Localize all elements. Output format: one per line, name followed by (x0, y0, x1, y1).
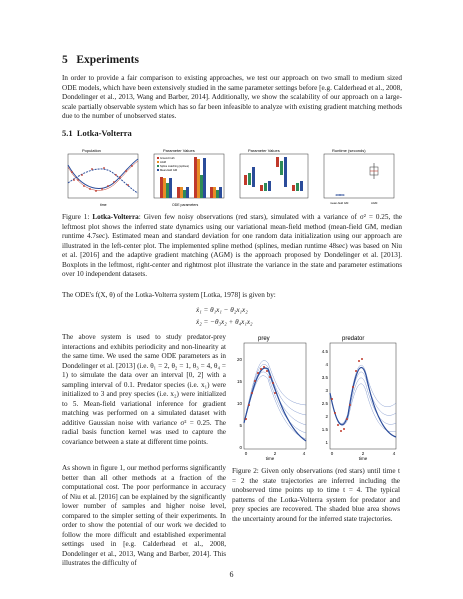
svg-text:4: 4 (302, 451, 306, 456)
predator-y-ticks (322, 349, 329, 445)
svg-text:1.5: 1.5 (321, 427, 328, 432)
svg-text:15: 15 (236, 379, 242, 384)
intro-paragraph: In order to provide a fair comparison to existing approaches, we test our approach on two small to medium sized ODE models, which have been extensively studied in the same parameter settings before [e.g. Calderhead et al., 2008, Dondelinger et al., 2013, Wang and Barber, 2014]. Additionally, we show the scalability of our approach on a large-scale partially observable system which has so far been infeasible to analyze with existing gradient matching methods due to the number of unobserved states. (62, 74, 402, 120)
svg-text:3.5: 3.5 (321, 375, 328, 380)
svg-text:2.5: 2.5 (321, 401, 328, 406)
svg-text:3: 3 (325, 388, 328, 393)
subsection-number: 5.1 (62, 128, 73, 138)
predator-uncertainty (330, 365, 396, 432)
svg-text:10: 10 (236, 401, 242, 406)
subsection-title: Lotka-Volterra (76, 128, 132, 138)
p4-axes (324, 154, 394, 198)
svg-text:1: 1 (325, 440, 328, 445)
subsection-heading (62, 128, 132, 138)
section-heading (62, 54, 139, 66)
section-number: 5 (62, 54, 68, 66)
predator-title: predator (342, 336, 365, 342)
p2-title: Parameter Values (163, 148, 195, 153)
svg-text:4: 4 (392, 451, 396, 456)
p4-xlabel-agm: AGM (371, 201, 378, 205)
prey-observations (245, 366, 276, 420)
page-number: 6 (229, 570, 234, 579)
svg-text:5: 5 (239, 423, 242, 428)
left-paragraph-2: As shown in figure 1, our method performs significantly better than all other methods at a fraction of the computational cost. The poor performance in accuracy of Niu et al. [2016] can be explained by the significantly lower number of samples and higher noise level, compared to the simpler setting of their experiments. In order to show the potential of our work we decided to follow the more difficult and established experimental settings used in [e.g. Calderhead et al., 2008, Dondelinger et al., 2013, Wang and Barber, 2014]. This illustrates the difficulty of (62, 464, 226, 567)
p3-boxes (244, 157, 303, 191)
figure1-parameter-boxplots (234, 145, 312, 209)
svg-text:0: 0 (330, 451, 334, 456)
predator-mean-trajectory (330, 367, 396, 437)
prey-title: prey (258, 336, 270, 342)
figure2-predator-plot (314, 333, 400, 461)
figure1-runtime-boxplot (318, 145, 398, 209)
prey-mean-trajectory (244, 368, 306, 441)
p1-title: Population (82, 148, 101, 153)
figure2-prey-plot (230, 333, 310, 461)
p1-prey-curve (68, 159, 138, 188)
predator-axes (330, 343, 396, 449)
svg-text:2: 2 (361, 451, 365, 456)
p2-xlabel: ODE parameters (172, 203, 199, 207)
figure2-caption (232, 467, 400, 524)
p3-title: Parameter Values (248, 148, 280, 153)
p4-boxes (336, 163, 378, 196)
svg-text:0: 0 (244, 451, 248, 456)
equation-2: ẋ₂ = −θ₃x₂ + θ₄x₁x₂ (196, 318, 253, 326)
svg-text:2: 2 (273, 451, 277, 456)
p4-xlabel-meanfield: mean-field GM (330, 201, 349, 205)
equation-1: ẋ₁ = θ₁x₁ − θ₂x₁x₂ (196, 306, 248, 314)
svg-text:4: 4 (325, 362, 328, 367)
prey-y-ticks (237, 357, 243, 450)
svg-text:Spline matching (splines): Spline matching (splines) (160, 165, 189, 168)
svg-text:20: 20 (236, 357, 242, 362)
p1-xlabel: time (100, 203, 107, 207)
left-paragraph-1: The above system is used to study predator-prey interactions and exhibits periodicity and non-linearity at the same time. We used the same ODE parameters as in Dondelinger et al. [2013] (i.e. θ₁ = 2, θ₂ = 1, θ₃ = 4, θ₄ = 1) to simulate the data over an interval [0, 2] with a sampling interval of 0.1. Predator species (i.e. x₁) were initialized to 3 and prey species (i.e. x₂) were initialized to 5. Mean-field variational inference for gradient matching was performed on a simulated dataset with additive Gaussian noise with variance σ² = 0.25. The radial basis function kernel was used to capture the covariance between a state at different time points. (62, 333, 226, 446)
p2-bars (160, 157, 222, 198)
figure2-caption-label: Figure 2: (232, 467, 259, 475)
svg-text:Ground truth: Ground truth (160, 157, 175, 160)
p2-legend (157, 156, 189, 172)
svg-text:AGM: AGM (160, 161, 166, 164)
figure1-population-plot (62, 145, 142, 209)
figure1-caption-text: : Given few noisy observations (red stars), simulated with a variance of σ² = 0.25, the leftmost plot shows the inferred state dynamics using our variational mean-field method (mean-field GM, median runtime 4.7sec). Estimated mean and standard deviation for one random data initialization using our approach are illustrated in the left-center plot. The implemented spline method (splines, median runtime 48sec) was based on Niu et al. [2016] and the adaptive gradient matching (AGM) is the approach proposed by Dondelinger et al. [2013]. Boxplots in the leftmost, right-center and rightmost plot illustrate the variance in the state and parameter estimations over 10 independent datasets. (62, 213, 402, 278)
section-title: Experiments (76, 54, 139, 66)
prey-xlabel: time (265, 456, 275, 461)
figure2-caption-text: Given only observations (red stars) until time t = 2 the state trajectories are inferred including the unobserved time points up to time t = 4. The typical patterns of the Lotka-Volterra system for predator and prey species are recovered. The shaded blue area shows the uncertainty around for the inferred state trajectories. (232, 467, 401, 523)
svg-text:Mean-field GM: Mean-field GM (160, 169, 178, 172)
figure1-parameter-bars (148, 145, 228, 209)
predator-xlabel: time (358, 456, 368, 461)
svg-text:0: 0 (239, 445, 242, 450)
figure1-caption (62, 213, 402, 280)
prey-x-ticks (245, 451, 306, 456)
ode-intro: The ODE's f(X, θ) of the Lotka-Volterra system [Lotka, 1978] is given by: (62, 291, 276, 299)
figure1-caption-label: Figure 1: (62, 213, 90, 221)
p4-title: Runtime (seconds) (332, 148, 366, 153)
prey-uncertainty (244, 361, 306, 440)
svg-text:2: 2 (325, 414, 328, 419)
figure1-caption-title: Lotka-Volterra (92, 213, 139, 221)
svg-text:4.5: 4.5 (321, 349, 328, 354)
